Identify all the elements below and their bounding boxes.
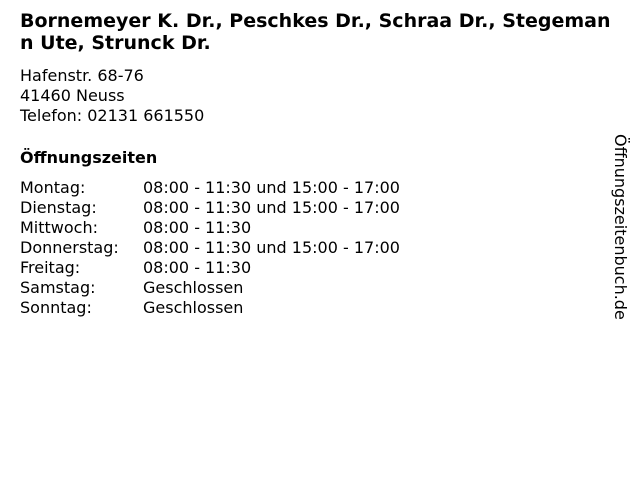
day-label: Sonntag: xyxy=(20,298,92,317)
day-label: Dienstag: xyxy=(20,198,97,217)
hours-row-sunday xyxy=(20,298,400,318)
day-hours: Geschlossen xyxy=(143,278,244,297)
address-block xyxy=(20,66,620,126)
day-label: Donnerstag: xyxy=(20,238,119,257)
hours-row-tuesday xyxy=(20,198,400,218)
hours-row-saturday xyxy=(20,278,400,298)
day-label: Mittwoch: xyxy=(20,218,98,237)
day-hours: 08:00 - 11:30 xyxy=(143,258,252,277)
opening-hours-table xyxy=(20,178,400,318)
day-label: Freitag: xyxy=(20,258,81,277)
opening-hours-heading: Öffnungszeiten xyxy=(20,148,158,167)
day-hours: Geschlossen xyxy=(143,298,244,317)
hours-row-monday xyxy=(20,178,400,198)
city-postal: 41460 Neuss xyxy=(20,86,125,105)
day-label: Samstag: xyxy=(20,278,96,297)
phone-number: Telefon: 02131 661550 xyxy=(20,106,205,125)
day-hours: 08:00 - 11:30 und 15:00 - 17:00 xyxy=(143,178,400,197)
hours-row-friday xyxy=(20,258,400,278)
practice-title: Bornemeyer K. Dr., Peschkes Dr., Schraa Dr., Stegemann Ute, Strunck Dr. xyxy=(20,10,611,54)
site-watermark: Öffnungszeitenbuch.de xyxy=(611,134,630,320)
hours-row-thursday xyxy=(20,238,400,258)
practice-card xyxy=(20,10,620,318)
day-hours: 08:00 - 11:30 und 15:00 - 17:00 xyxy=(143,198,400,217)
hours-row-wednesday xyxy=(20,218,400,238)
day-hours: 08:00 - 11:30 und 15:00 - 17:00 xyxy=(143,238,400,257)
day-hours: 08:00 - 11:30 xyxy=(143,218,252,237)
day-label: Montag: xyxy=(20,178,86,197)
street-address: Hafenstr. 68-76 xyxy=(20,66,144,85)
